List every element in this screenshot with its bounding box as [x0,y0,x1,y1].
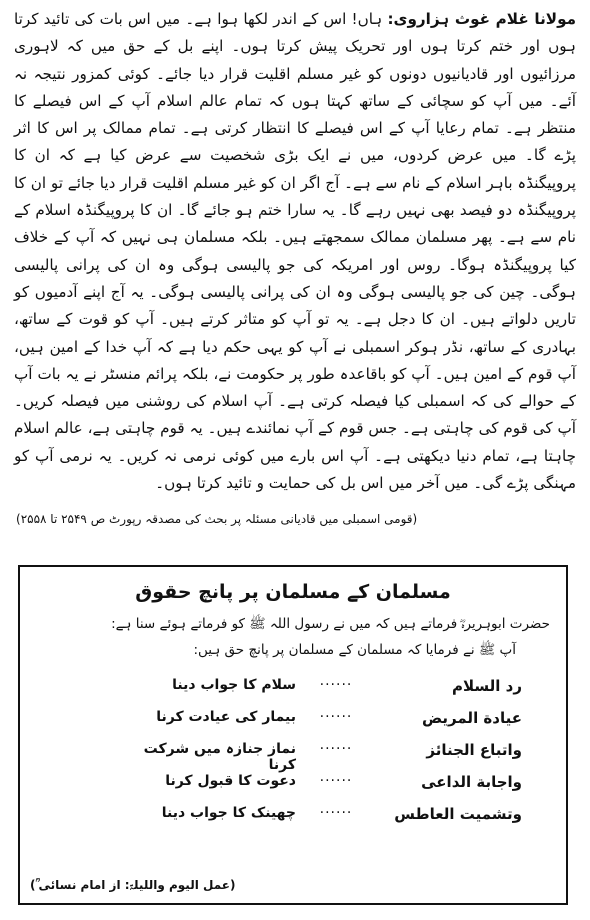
hadith-sub: آپ ﷺ نے فرمایا کہ مسلمان کے مسلمان پر پانچ حق ہیں: [193,642,516,658]
rights-list [20,671,566,831]
right-arabic: واتباع الجنائز [426,741,522,759]
speech-body: ہاں! اس کے اندر لکھا ہوا ہے۔ میں اس بات کی تائید کرتا ہوں اور ختم کرتا ہوں اور تحریک پیش کرتا ہوں۔ اپنے بل کے حق میں کہ لاہوری مرزائیوں اور قادیانیوں دونوں کو غیر مسلم اقلیت قرار دیا جائے۔ کوئی کمزور نتیجہ نہ آئے۔ میں آپ کو سچائی کے ساتھ کہتا ہوں کہ تمام عالم اسلام آپ کے اس فیصلے کا منتظر ہے۔ تمام رعایا آپ کے اس فیصلے کا انتظار کرتی ہے۔ تمام ممالک پر اس کا اثر پڑے گا۔ میں عرض کردوں، میں نے ایک بڑی شخصیت سے عرض کیا ہے کہ ان کا پروپیگنڈہ باہر اسلام کے نام سے ہے۔ آج اگر ان کو غیر مسلم اقلیت قرار دیا جائے تو ان کا پروپیگنڈہ دو فیصد بھی نہیں رہے گا۔ یہ سارا ختم ہو جائے گا۔ ان کا پروپیگنڈہ اسلام کے نام سے ہے۔ پھر مسلمان ممالک سمجھتے ہیں۔ بلکہ مسلمان ہی نہیں کہ آپ کے خلاف کیا پروپیگنڈہ ہوگا۔ روس اور امریکہ کی جو پالیسی ہوگی وہ ان کی پرانی پالیسی ہوگی۔ چین کی جو پالیسی ہوگی وہ ان کی پرانی پالیسی ہوگی۔ یہ آج اپنے آدمیوں کو تاریں دلواتے ہیں۔ ان کا دجل ہے۔ یہ تو آپ کو متاثر کرتے ہیں۔ آپ کو قوت کے ساتھ، بہادری کے ساتھ، نڈر ہوکر اسمبلی نے آپ کو یہی حکم دیا ہے کہ آپ خدا کے امین ہیں، آپ قوم کے امین ہیں۔ آپ کو باقاعدہ طور پر حکومت نے، بلکہ پرائم منسٹر نے یہ بات آپ کے حوالے کی کہ اسمبلی کیا فیصلہ کرتی ہے۔ آپ اسلام کی روشنی میں فیصلہ کریں۔ آپ کی قوم کی چاہتی ہے۔ جس قوم کے آپ نمائندے ہیں۔ یہ قوم چاہتی ہے، عالم اسلام چاہتا ہے، تمام دنیا دیکھتی ہے۔ آپ اس بارے میں کوئی نرمی نہ کریں۔ یہ نرمی آپ کو مہنگی پڑے گی۔ میں آخر میں اس بل کی حمایت و تائید کرتا ہوں۔ [14,10,576,493]
rights-row [20,799,566,831]
right-urdu: نماز جنازہ میں شرکت کرنا [143,741,296,773]
right-arabic: وتشمیت العاطس [394,805,522,823]
right-dots: ...... [319,705,353,721]
right-urdu: دعوت کا قبول کرنا [165,773,296,789]
speech-citation: (قومی اسمبلی میں قادیانی مسئلہ پر بحث کی مصدقہ رپورٹ ص ۲۵۴۹ تا ۲۵۵۸) [16,512,418,526]
right-dots: ...... [319,673,353,689]
rights-row [20,767,566,799]
right-dots: ...... [319,801,353,817]
right-urdu: سلام کا جواب دینا [172,677,296,693]
right-dots: ...... [319,769,353,785]
five-rights-box [18,565,568,905]
box-title: مسلمان کے مسلمان پر پانچ حقوق [135,581,451,603]
box-source: (عمل الیوم واللیلۃ: از امام نسائی ؒ) [30,878,236,892]
hadith-intro: حضرت ابوہریرہؓ فرماتے ہیں کہ میں نے رسول اللہ ﷺ کو فرماتے ہوئے سنا ہے: [111,616,550,632]
right-arabic: رد السلام [452,677,522,695]
right-arabic: عیادة المریض [421,709,522,727]
speaker-name: مولانا غلام غوث ہزاروی: [387,10,577,28]
rights-row [20,735,566,773]
rights-row [20,703,566,735]
right-urdu: چھینک کا جواب دینا [161,805,296,821]
right-arabic: واجابة الداعی [421,773,522,791]
right-dots: ...... [319,737,353,753]
speech-paragraph [14,6,576,497]
rights-row [20,671,566,703]
right-urdu: بیمار کی عیادت کرنا [156,709,296,725]
